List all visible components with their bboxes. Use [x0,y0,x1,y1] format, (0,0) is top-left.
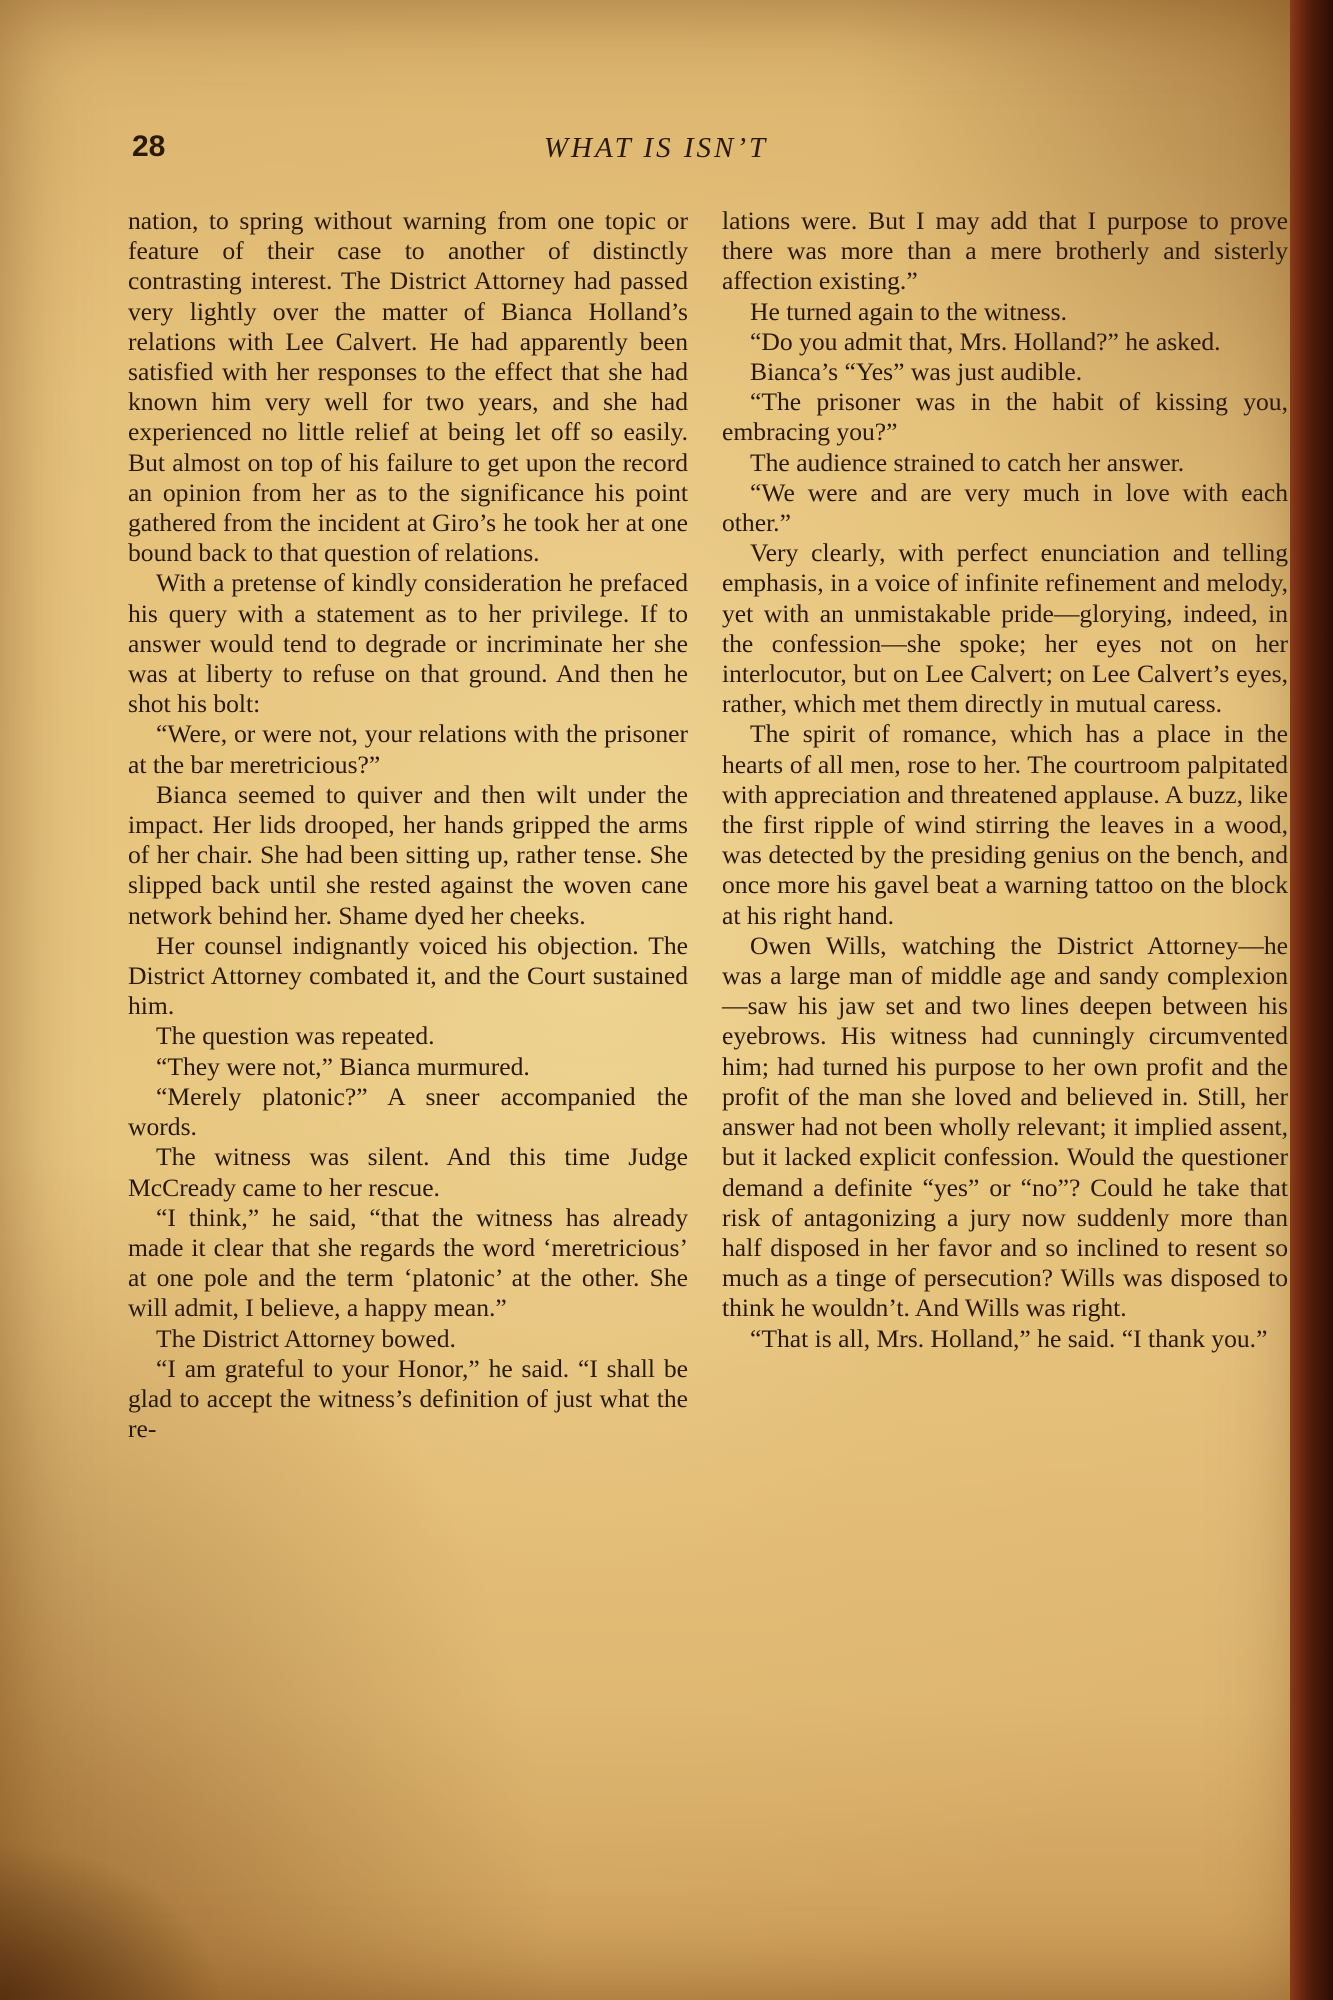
paragraph: “We were and are very much in love with each other.” [722,477,1288,538]
paragraph: Bianca seemed to quiver and then wilt under the impact. Her lids drooped, her hands gripped the arms of her chair. She had been sitting up, rather tense. She slipped back until she rested against the woven cane network behind her. Shame dyed her cheeks. [128,779,688,930]
paragraph: The spirit of romance, which has a place in the hearts of all men, rose to her. The courtroom palpitated with appreciation and threatened applause. A buzz, like the first ripple of wind stirring the leaves in a wood, was detected by the presiding genius on the bench, and once more his gavel beat a warning tattoo on the block at his right hand. [722,719,1288,930]
paragraph: Bianca’s “Yes” was just audible. [750,357,1083,387]
paragraph: “Do you admit that, Mrs. Holland?” he asked. [750,326,1221,356]
paragraph: “The prisoner was in the habit of kissing you, embracing you?” [722,387,1288,447]
paragraph: “Merely platonic?” A sneer accompanied the words. [128,1081,688,1142]
paragraph: The question was repeated. [156,1021,435,1051]
paragraph: The District Attorney bowed. [156,1323,456,1353]
book-spine-edge [1290,0,1333,2000]
left-column [128,206,688,1846]
paragraph: Owen Wills, watching the District Attorney—he was a large man of middle age and sandy complexion—saw his jaw set and two lines deepen between his eyebrows. His witness had cunningly circumvented him; had turned his purpose to her own profit and the profit of the man she loved and believed in. Still, her answer had not been wholly relevant; it implied assent, but it lacked explicit confession. Would the questioner demand a definite “yes” or “no”? Could he take that risk of antagonizing a jury now suddenly more than half disposed in her favor and so inclined to resent so much as a tinge of persecution? Wills was disposed to think he wouldn’t. And Wills was right. [722,930,1288,1323]
paragraph: nation, to spring without warning from one topic or feature of their case to another of distinctly contrasting interest. The District Attorney had passed very lightly over the matter of Bianca Holland’s relations with Lee Calvert. He had apparently been satisfied with her responses to the effect that she had known him very well for two years, and she had experienced no little relief at being let off so easily. But almost on top of his failure to get upon the record an opinion from her as to the significance his point gathered from the incident at Giro’s he took her at one bound back to that question of relations. [128,206,688,568]
paragraph: The witness was silent. And this time Judge McCready came to her rescue. [128,1142,688,1202]
paragraph: “I think,” he said, “that the witness has already made it clear that she regards the word ‘meretricious’ at one pole and the term ‘platonic’ at the other. She will admit, I believe, a happy mean.” [128,1202,688,1323]
paragraph: Very clearly, with perfect enunciation and telling emphasis, in a voice of infinite refinement and melody, yet with an unmistakable pride—glorying, indeed, in the confession—she spoke; her eyes not on her interlocutor, but on Lee Calvert; on Lee Calvert’s eyes, rather, which met them directly in mutual caress. [722,538,1288,719]
paragraph: “They were not,” Bianca murmured. [156,1051,530,1081]
paragraph: “That is all, Mrs. Holland,” he said. “I thank you.” [750,1323,1268,1353]
paragraph: With a pretense of kindly consideration he prefaced his query with a statement as to her privilege. If to answer would tend to degrade or incriminate her she was at liberty to refuse on that ground. And then he shot his bolt: [128,568,688,719]
paragraph: Her counsel indignantly voiced his objection. The District Attorney combated it, and the Court sustained him. [128,930,688,1021]
page-number: 28 [132,130,166,163]
paragraph: lations were. But I may add that I purpose to prove there was more than a mere brotherly and sisterly affection existing.” [722,206,1288,296]
worn-corner [0,1830,240,2000]
right-column [722,206,1288,1846]
paragraph: The audience strained to catch her answer. [750,447,1185,477]
paragraph: “Were, or were not, your relations with the prisoner at the bar meretricious?” [128,719,688,779]
paragraph: “I am grateful to your Honor,” he said. “I shall be glad to accept the witness’s definition of just what the re- [128,1353,688,1444]
running-head [0,130,1312,180]
running-title: WHAT IS ISN’T [543,132,769,164]
paragraph: He turned again to the witness. [750,296,1067,326]
